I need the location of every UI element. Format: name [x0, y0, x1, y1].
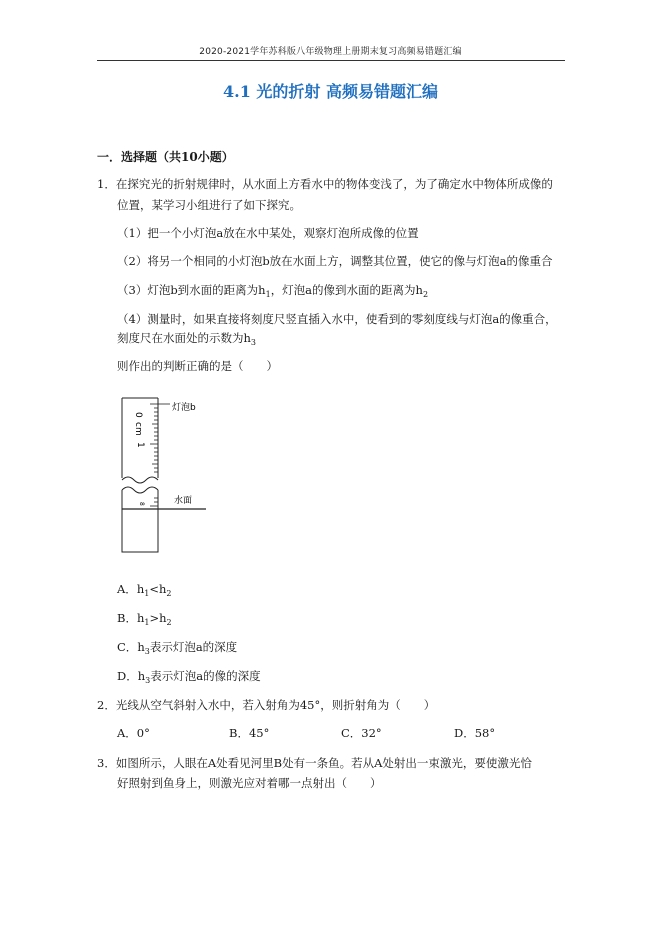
option-key: A． [117, 582, 137, 596]
header-divider [97, 60, 565, 61]
option-c [117, 639, 237, 656]
question-text: 如图所示，人眼在A处看见河里B处有一条鱼。若从A处射出一束激光，要使激光恰 [115, 756, 532, 770]
option-d [117, 668, 261, 685]
option-text: 表示灯泡a的深度 [149, 640, 238, 654]
option-var: h [137, 640, 145, 654]
question-number: 1． [97, 177, 116, 191]
subscript: 3 [145, 676, 151, 685]
ruler-eight-label: 8 [138, 502, 145, 506]
option-c: C．32° [341, 726, 382, 740]
option-d: D．58° [454, 726, 496, 740]
option-operator: < [149, 582, 159, 596]
ruler-one-label: 1 [135, 442, 145, 448]
option-var: h [159, 611, 167, 625]
subscript: 1 [265, 290, 271, 299]
ruler-zero-label: 0 [133, 412, 143, 418]
ruler-unit-label: cm [133, 422, 143, 436]
question-2 [97, 697, 435, 713]
subscript: 1 [144, 589, 150, 598]
option-var: h [136, 611, 145, 625]
option-var: h [158, 582, 167, 596]
step-3-part-1: （3）灯泡b到水面的距离为h [117, 283, 266, 297]
page-header: 2020-2021学年苏科版八年级物理上册期末复习高频易错题汇编 [199, 47, 462, 57]
subscript: 3 [144, 647, 150, 656]
subscript: 1 [144, 618, 150, 627]
question-text: 光线从空气斜射入水中，若入射角为45°，则折射角为（ ） [115, 698, 436, 712]
bulb-b-label: 灯泡b [172, 403, 196, 413]
question-2-options [117, 725, 537, 741]
option-text: 表示灯泡a的像的深度 [150, 669, 261, 683]
ruler-figure [110, 390, 230, 560]
step-3-part-2: ，灯泡a的像到水面的距离为h [270, 283, 423, 297]
option-key: D． [117, 669, 138, 683]
question-3 [97, 755, 532, 771]
option-operator: > [149, 611, 160, 625]
question-prompt: 则作出的判断正确的是（ ） [117, 359, 278, 373]
step-1: （1）把一个小灯泡a放在水中某处，观察灯泡所成像的位置 [117, 226, 419, 240]
step-4-text: 刻度尺在水面处的示数为h [117, 331, 251, 345]
subscript: 2 [166, 618, 172, 627]
question-1 [97, 176, 553, 192]
step-4-line-2 [117, 330, 256, 347]
question-text-line: 位置，某学习小组进行了如下探究。 [117, 198, 301, 212]
option-a: A．0° [117, 726, 150, 740]
step-3 [117, 282, 428, 299]
water-surface-label: 水面 [174, 496, 193, 506]
option-var: h [137, 669, 146, 683]
question-text-line: 好照射到鱼身上，则激光应对着哪一点射出（ ） [117, 776, 382, 790]
step-2: （2）将另一个相同的小灯泡b放在水面上方，调整其位置，使它的像与灯泡a的像重合 [117, 254, 553, 268]
step-4: （4）测量时，如果直接将刻度尺竖直插入水中，使看到的零刻度线与灯泡a的像重合， [117, 312, 557, 326]
question-number: 3． [97, 756, 116, 770]
subscript: 2 [166, 589, 172, 598]
option-b [117, 610, 172, 627]
question-text: 在探究光的折射规律时，从水面上方看水中的物体变浅了，为了确定水中物体所成像的 [115, 177, 553, 191]
option-key: C． [117, 640, 138, 654]
page-title: 4.1 光的折射 高频易错题汇编 [223, 82, 438, 101]
option-key: B． [117, 611, 137, 625]
option-var: h [136, 582, 145, 596]
subscript: 3 [250, 338, 256, 347]
subscript: 2 [422, 290, 429, 299]
option-a [117, 581, 171, 598]
section-heading: 一．选择题（共10小题） [97, 150, 234, 164]
question-number: 2． [97, 698, 116, 712]
option-b: B．45° [229, 726, 270, 740]
